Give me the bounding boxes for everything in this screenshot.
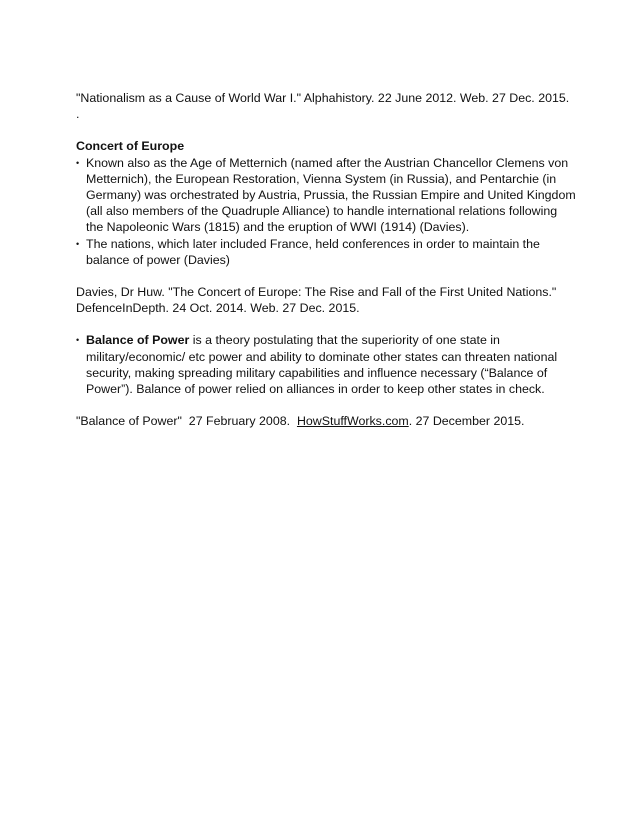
balance-of-power-term: Balance of Power: [86, 333, 190, 348]
balance-bullet-list: [76, 332, 576, 397]
list-item: • The nations, which later included France, held conferences in order to maintain the balance of power (Davies): [76, 236, 576, 268]
citation-davies: [76, 284, 576, 316]
citation-davies-line2: DefenceInDepth. 24 Oct. 2014. Web. 27 Dec. 2015.: [76, 301, 360, 316]
balance-of-power-definition: is a theory postulating that the superiority of one state in military/economic/ etc power and ability to dominate other states can threaten national security, making spreading military capabilities and influence necessary (“Balance of Power”). Balance of power relied on alliances in order to keep other states in check.: [86, 333, 558, 397]
citation-balance-prefix: "Balance of Power" 27 February 2008.: [76, 414, 297, 429]
citation-nationalism: "Nationalism as a Cause of World War I." Alphahistory. 22 June 2012. Web. 27 Dec. 2015. .: [76, 91, 570, 122]
document-page: [76, 90, 576, 429]
section-heading-concert-of-europe: Concert of Europe: [76, 139, 185, 154]
list-item: • Known also as the Age of Metternich (named after the Austrian Chancellor Clemens von Metternich), the European Restoration, Vienna System (in Russia), and Pentarchie (in Germany) was orchestrated by Austria, Prussia, the Russian Empire and United Kingdom (all also members of the Quadruple Alliance) to handle international relations following the Napoleonic Wars (1815) and the eruption of WWI (1914) (Davies).: [76, 155, 576, 236]
citation-balance-of-power: [76, 413, 576, 429]
list-item: [76, 332, 576, 397]
citation-balance-suffix: . 27 December 2015.: [408, 414, 525, 429]
citation-davies-line1: Davies, Dr Huw. "The Concert of Europe: The Rise and Fall of the First United Nations.": [76, 285, 557, 300]
concert-bullet-list: [76, 155, 576, 268]
howstuffworks-link[interactable]: HowStuffWorks.com: [296, 414, 409, 429]
